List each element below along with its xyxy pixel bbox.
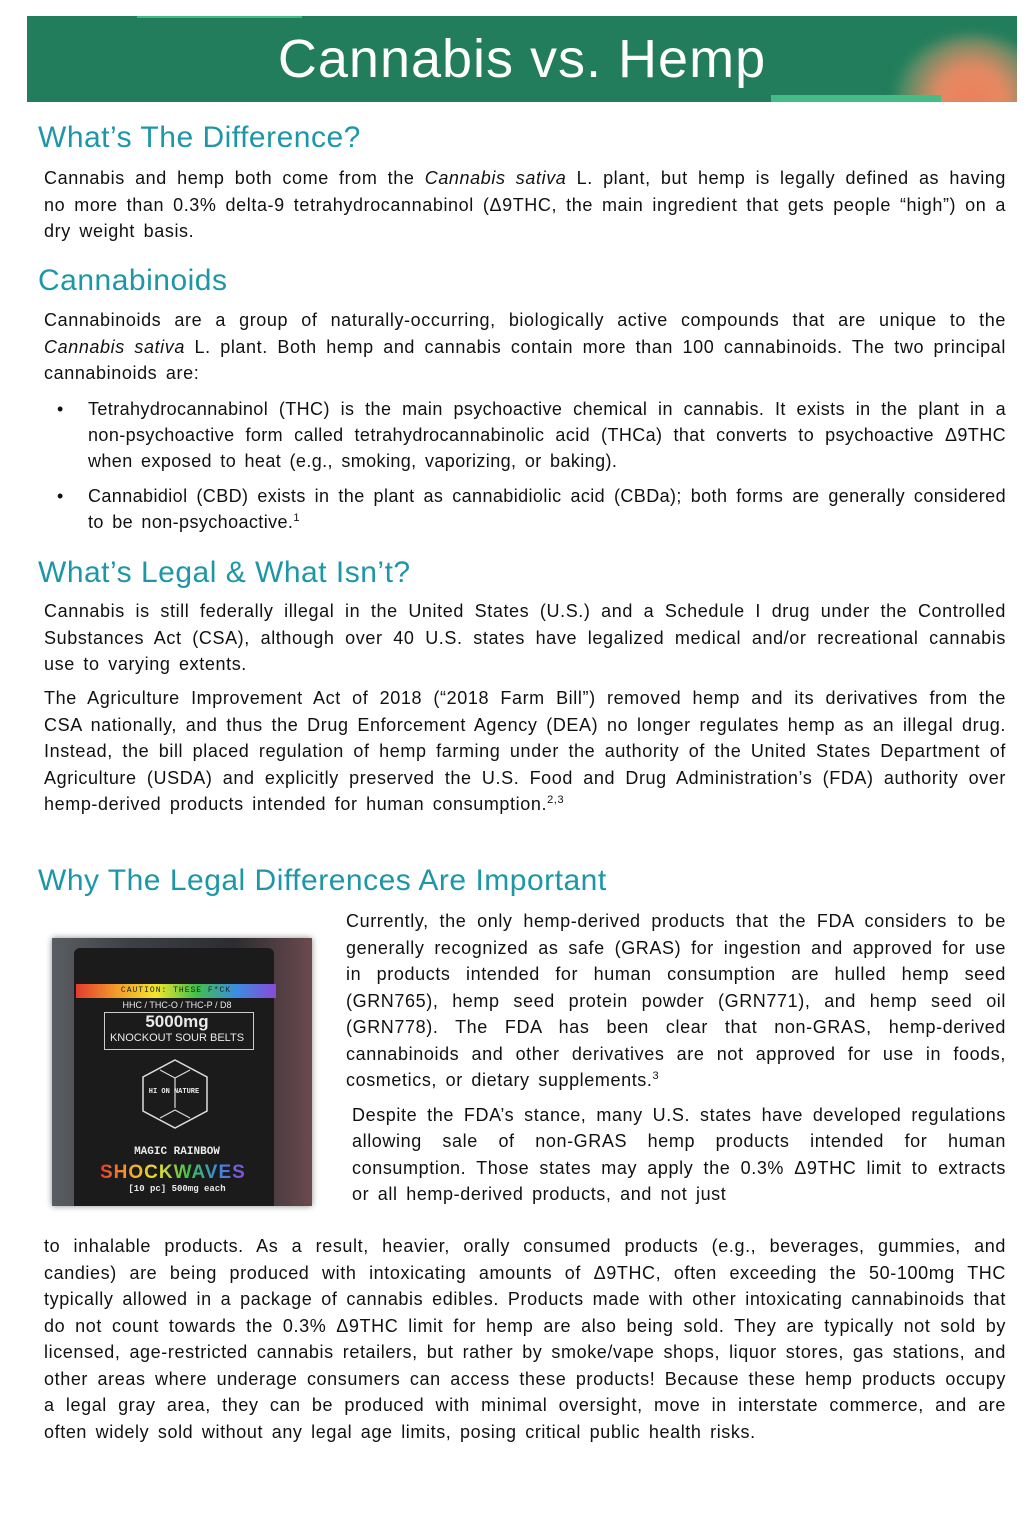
section-heading-importance: Why The Legal Differences Are Important	[38, 864, 607, 897]
importance-paragraph-1: Currently, the only hemp-derived products that the FDA considers to be generally recognized as safe (GRAS) for ingestion and approved for use in products intended for human consumption are hulled hemp seed (GRN765), hemp seed protein powder (GRN771), and hemp seed oil (GRN778). The FDA has been clear that non-GRAS, hemp-derived cannabinoids and other derivatives are not approved for use in foods, cosmetics, or dietary supplements.$^3$	[346, 911, 1006, 1090]
difference-paragraph: Cannabis and hemp both come from the Cannabis sativa L. plant, but hemp is legally defined as having no more than 0.3% delta-9 tetrahydrocannabinol (Δ9THC, the main ingredient that gets people “high”) on a dry weight basis.	[44, 168, 1007, 241]
legal-paragraph-2: The Agriculture Improvement Act of 2018 (“2018 Farm Bill”) removed hemp and its derivatives from the CSA nationally, and thus the Drug Enforcement Agency (DEA) no longer regulates hemp as an illegal drug. Instead, the bill placed regulation of hemp farming under the authority of the United States Department of Agriculture (USDA) and explicitly preserved the U.S. Food and Drug Administration’s (FDA) authority over hemp-derived products intended for human consumption.$^{2,3}$	[44, 688, 1006, 814]
product-photo: CAUTION: THESE F*CK HHC / THC-O / THC-P / D8 5000mg KNOCKOUT SOUR BELTS HI ON NATURE MAGIC RAINBOW SHOCKWAVES [10 pc] 500mg each	[52, 938, 312, 1206]
bullet-icon: •	[57, 399, 64, 419]
page-title: Cannabis vs. Hemp	[277, 29, 767, 89]
footnote-ref: 3	[652, 1070, 660, 1082]
bullet-icon: •	[57, 486, 64, 506]
footnote-ref: 1	[293, 512, 300, 524]
footnote-ref: 2,3	[547, 794, 565, 806]
accent-line-top	[137, 16, 302, 18]
accent-line-bottom	[771, 95, 941, 102]
importance-paragraph-2a: Despite the FDA’s stance, many U.S. states have developed regulations allowing sale of non-GRAS hemp products intended for human consumption. Those states may apply the 0.3% Δ9THC limit to extracts or all hemp-derived products, and not just	[352, 1104, 1006, 1204]
title-banner	[27, 16, 1017, 102]
caution-band: CAUTION: THESE F*CK	[76, 984, 276, 998]
wrapped-text-column	[330, 908, 1006, 1208]
list-item-thc: • Tetrahydrocannabinol (THC) is the main psychoactive chemical in cannabis. It exists in the plant in a non-psychoactive form called tetrahydrocannabinolic acid (THCa) that converts to psychoactive Δ9THC when exposed to heat (e.g., smoking, vaporizing, or baking).	[44, 396, 1006, 474]
section-heading-cannabinoids: Cannabinoids	[38, 264, 228, 297]
legal-paragraph-1: Cannabis is still federally illegal in the United States (U.S.) and a Schedule I drug under the Controlled Substances Act (CSA), although over 40 U.S. states have legalized medical and/or recreational cannabis use to varying extents.	[44, 601, 1006, 674]
cannabinoid-list	[44, 396, 1006, 544]
list-item-cbd: • Cannabidiol (CBD) exists in the plant as cannabidiolic acid (CBDa); both forms are generally considered to be non-psychoactive.$^1$	[44, 483, 1006, 535]
cannabinoids-paragraph: Cannabinoids are a group of naturally-occurring, biologically active compounds that are unique to the Cannabis sativa L. plant. Both hemp and cannabis contain more than 100 cannabinoids. The two principal cannabinoids are:	[44, 310, 1006, 383]
section-heading-difference: What’s The Difference?	[38, 121, 361, 154]
importance-paragraph-2b: to inhalable products. As a result, heavier, orally consumed products (e.g., beverages, gummies, and candies) are being produced with intoxicating amounts of Δ9THC, often exceeding the 50-100mg THC typically allowed in a package of cannabis edibles. Products made with other intoxicating cannabinoids that do not count towards the 0.3% Δ9THC limit for hemp are also being sold. They are typically not sold by licensed, age-restricted cannabis retailers, but rather by smoke/vape shops, liquor stores, gas stations, and other areas where underage consumers can access these products! Because these hemp products occupy a legal gray area, they can be produced with minimal oversight, move in interstate commerce, and are often widely sold without any legal age limits, posing critical public health risks.	[44, 1236, 1006, 1442]
section-heading-legal: What’s Legal & What Isn’t?	[38, 556, 411, 589]
